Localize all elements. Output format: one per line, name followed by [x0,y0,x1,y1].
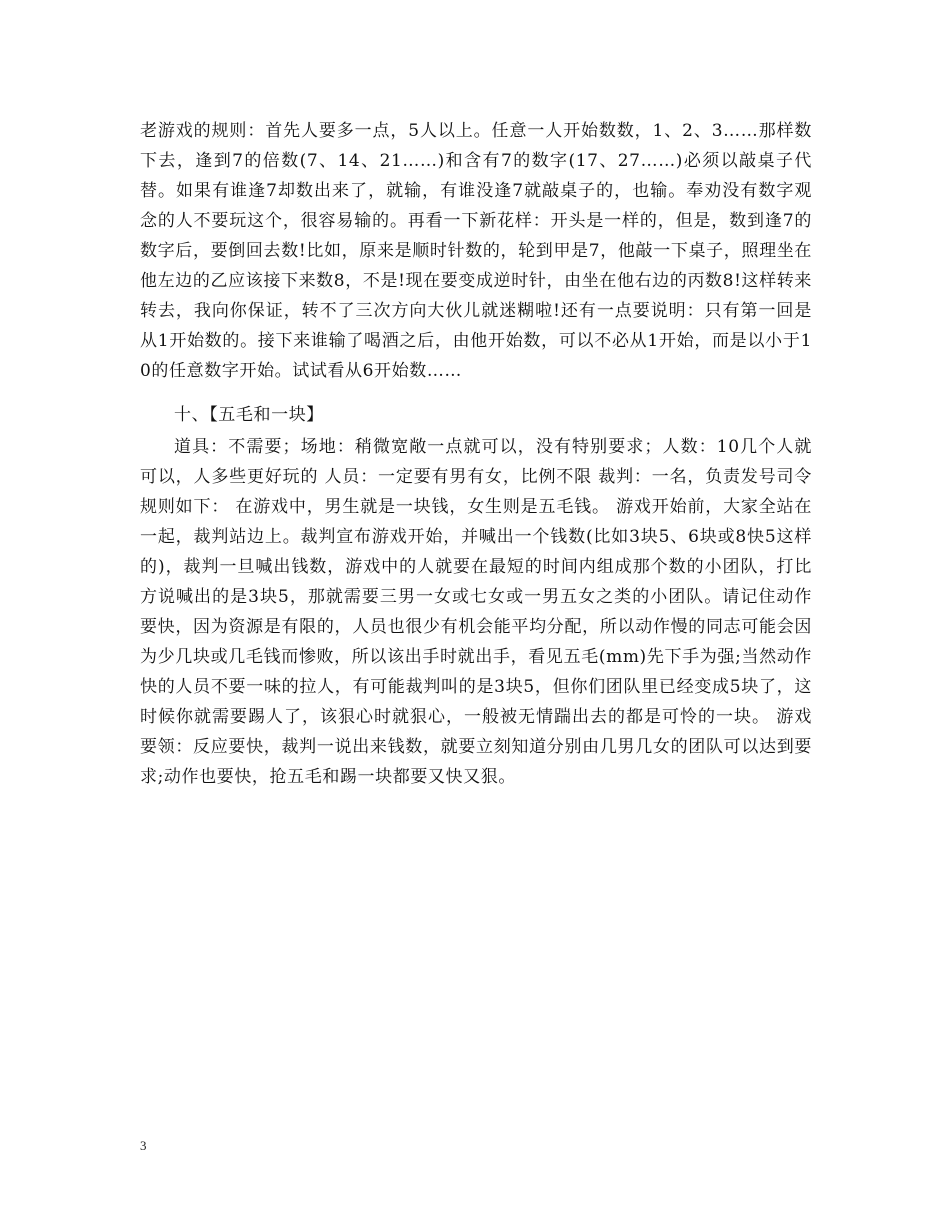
page-number: 3 [140,1138,147,1153]
paragraph-game-rules: 老游戏的规则：首先人要多一点，5人以上。任意一人开始数数，1、2、3……那样数下去，逢到7的倍数(7、14、21……)和含有7的数字(17、27……)必须以敲桌子代替。如果有谁逢7却数出来了，就输，有谁没逢7就敲桌子的，也输。奉劝没有数字观念的人不要玩这个，很容易输的。再看一下新花样：开头是一样的，但是，数到逢7的数字后，要倒回去数!比如，原来是顺时针数的，轮到甲是7，他敲一下桌子，照理坐在他左边的乙应该接下来数8，不是!现在要变成逆时针，由坐在他右边的丙数8!这样转来转去，我向你保证，转不了三次方向大伙儿就迷糊啦!还有一点要说明：只有第一回是从1开始数的。接下来谁输了喝酒之后，由他开始数，可以不必从1开始，而是以小于10的任意数字开始。试试看从6开始数…… [140,121,812,381]
paragraph-wumao-yikuai: 道具：不需要；场地：稍微宽敞一点就可以，没有特别要求；人数：10几个人就可以，人多些更好玩的 人员：一定要有男有女，比例不限 裁判：一名，负责发号司令 规则如下： 在游戏中，男生就是一块钱，女生则是五毛钱。 游戏开始前，大家全站在一起，裁判站边上。裁判宣布游戏开始，并喊出一个钱数(比如3块5、6块或8快5这样的)，裁判一旦喊出钱数，游戏中的人就要在最短的时间内组成那个数的小团队，打比方说喊出的是3块5，那就需要三男一女或七女或一男五女之类的小团队。请记住动作要快，因为资源是有限的，人员也很少有机会能平均分配，所以动作慢的同志可能会因为少几块或几毛钱而惨败，所以该出手时就出手，看见五毛(mm)先下手为强;当然动作快的人员不要一味的拉人，有可能裁判叫的是3块5，但你们团队里已经变成5块了，这时候你就需要踢人了，该狠心时就狠心，一般被无情踹出去的都是可怜的一块。 游戏要领：反应要快，裁判一说出来钱数，就要立刻知道分别由几男几女的团队可以达到要求;动作也要快，抢五毛和踢一块都要又快又狠。 [140,437,812,787]
section-heading: 十、【五毛和一块】 [174,405,324,425]
document-body [140,116,812,792]
